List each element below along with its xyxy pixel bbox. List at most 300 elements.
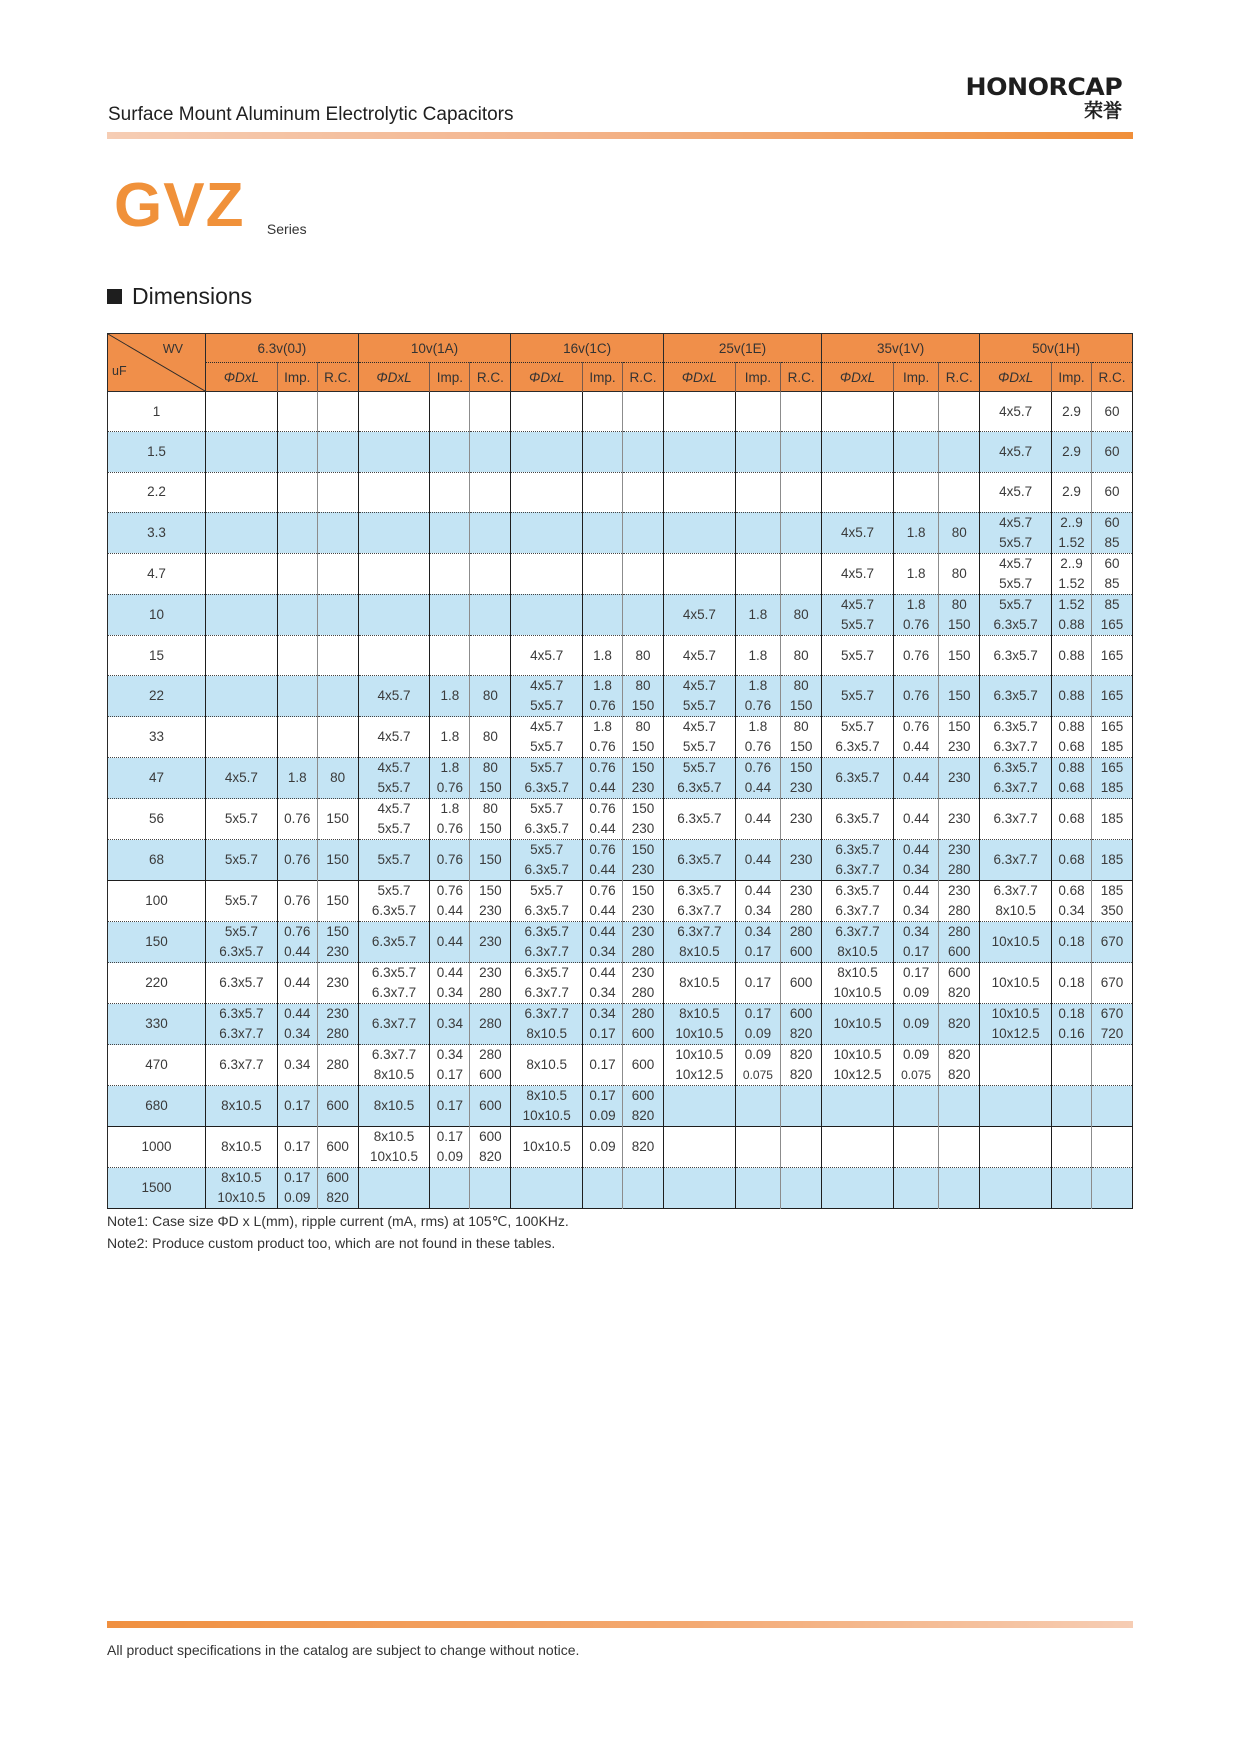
- cell-value: 0.76: [744, 760, 772, 776]
- ripple-current-cell: [781, 512, 822, 553]
- ripple-current-cell: [470, 594, 511, 635]
- cell-value: 0.76: [744, 739, 772, 755]
- impedance-cell: [1052, 432, 1092, 472]
- impedance-cell: [893, 840, 938, 881]
- cell-value: 0.44: [284, 944, 311, 960]
- impedance-cell: [277, 799, 317, 840]
- ripple-current-cell: [781, 635, 822, 675]
- ripple-current-cell: [781, 1004, 822, 1045]
- cell-value: 150: [479, 821, 502, 837]
- cell-value: 280: [948, 862, 971, 878]
- brand-name-cn: 荣誉: [1083, 100, 1122, 122]
- cell-value: 1.8: [748, 606, 768, 622]
- case-size-cell: [358, 392, 430, 432]
- cell-value: 150: [631, 842, 655, 858]
- cell-value: 8x10.5: [526, 1057, 567, 1073]
- cell-value: 10x10.5: [522, 1108, 571, 1124]
- capacitance-cell: 100: [108, 881, 206, 922]
- case-size-cell: [358, 963, 430, 1004]
- ripple-current-cell: [623, 881, 664, 922]
- cell-value: 5x5.7: [530, 698, 564, 714]
- impedance-cell: [583, 799, 623, 840]
- cell-value: 0.34: [1058, 903, 1085, 919]
- ripple-current-cell: [1091, 676, 1132, 717]
- cell-value: 0.34: [436, 1016, 464, 1032]
- case-size-cell: [206, 392, 278, 432]
- cell-value: 5x5.7: [530, 883, 564, 899]
- cell-value: 150: [789, 760, 813, 776]
- ripple-current-header: R.C.: [470, 363, 511, 392]
- table-row: [108, 553, 1133, 594]
- case-size-cell: [511, 594, 583, 635]
- cell-value: 0.76: [284, 811, 311, 827]
- notes: [107, 1210, 569, 1254]
- case-size-cell: [980, 553, 1052, 594]
- table-row: [108, 1127, 1133, 1168]
- cell-value: 185: [1100, 739, 1124, 755]
- cell-value: 0.09: [436, 1149, 464, 1165]
- case-size-cell: [206, 432, 278, 472]
- impedance-cell: [893, 594, 938, 635]
- cell-value: 0.17: [744, 975, 772, 991]
- ripple-current-cell: [1091, 512, 1132, 553]
- cell-value: 0.17: [436, 1067, 464, 1083]
- cell-value: 0.17: [589, 1057, 616, 1073]
- note-2: Note2: Produce custom product too, which are not found in these tables.: [107, 1235, 556, 1251]
- cell-value: 0.34: [902, 862, 930, 878]
- cell-value: 0.34: [436, 985, 464, 1001]
- cell-value: 0.44: [902, 883, 930, 899]
- cell-value: 8x10.5: [679, 944, 720, 960]
- impedance-cell: [1052, 840, 1092, 881]
- ripple-current-header: R.C.: [1091, 363, 1132, 392]
- cell-value: 5x5.7: [377, 780, 411, 796]
- cell-value: 230: [326, 944, 349, 960]
- cell-value: 185: [1100, 852, 1124, 868]
- document-title: Surface Mount Aluminum Electrolytic Capacitors: [108, 104, 514, 125]
- impedance-header: Imp.: [583, 363, 623, 392]
- cell-value: 0.44: [744, 883, 772, 899]
- cell-value: 2.9: [1062, 443, 1081, 459]
- cell-value: 0.16: [1058, 1026, 1085, 1042]
- ripple-current-cell: [623, 553, 664, 594]
- impedance-cell: [735, 512, 780, 553]
- cell-value: 80: [793, 647, 809, 663]
- cell-value: 80: [482, 760, 498, 776]
- cell-value: 0.76: [284, 893, 311, 909]
- cell-value: 6.3x5.7: [371, 965, 417, 981]
- cell-value: 4x5.7: [999, 403, 1033, 419]
- cell-value: 0.18: [1058, 1006, 1085, 1022]
- cell-value: 4x5.7: [682, 719, 716, 735]
- capacitance-cell: 22: [108, 676, 206, 717]
- cell-value: 0.17: [744, 944, 772, 960]
- cell-value: 0.18: [1058, 975, 1085, 991]
- impedance-cell: [735, 922, 780, 963]
- cell-value: 6.3x5.7: [524, 780, 569, 796]
- case-size-cell: [980, 1045, 1052, 1086]
- cell-value: 60: [1104, 484, 1120, 500]
- cell-value: 280: [479, 1047, 502, 1063]
- cell-value: 6.3x5.7: [524, 862, 569, 878]
- case-size-cell: [822, 635, 894, 675]
- cell-value: 0.17: [902, 944, 930, 960]
- case-size-cell: [822, 799, 894, 840]
- case-size-cell: [663, 472, 735, 512]
- ripple-current-cell: [317, 472, 358, 512]
- cell-value: 0.17: [744, 1006, 772, 1022]
- case-size-cell: [822, 472, 894, 512]
- cell-value: 5x5.7: [682, 698, 716, 714]
- cell-value: 4x5.7: [377, 801, 411, 817]
- case-size-cell: [980, 635, 1052, 675]
- capacitance-cell: 3.3: [108, 512, 206, 553]
- ripple-current-cell: [623, 1045, 664, 1086]
- cell-value: 4x5.7: [224, 770, 258, 786]
- cell-value: 0.075: [901, 1068, 932, 1083]
- impedance-cell: [430, 1086, 470, 1127]
- ripple-current-cell: [781, 799, 822, 840]
- ripple-current-cell: [317, 881, 358, 922]
- ripple-current-cell: [317, 1045, 358, 1086]
- cell-value: 280: [789, 903, 813, 919]
- case-size-cell: [206, 1004, 278, 1045]
- cell-value: 8x10.5: [679, 975, 720, 991]
- table-row: [108, 392, 1133, 432]
- impedance-cell: [735, 676, 780, 717]
- cell-value: 4x5.7: [999, 514, 1033, 530]
- cell-value: 0.68: [1058, 811, 1085, 827]
- cell-value: 0.09: [589, 1139, 616, 1155]
- cell-value: 0.34: [902, 924, 930, 940]
- corner-wv-label: WV: [162, 342, 183, 356]
- cell-value: 600: [631, 1057, 655, 1073]
- ripple-current-cell: [1091, 881, 1132, 922]
- cell-value: 8x10.5: [221, 1139, 262, 1155]
- cell-value: 230: [948, 842, 971, 858]
- cell-value: 0.44: [284, 975, 311, 991]
- cell-value: 600: [326, 1170, 349, 1186]
- ripple-current-cell: [939, 717, 980, 758]
- cell-value: 230: [326, 975, 349, 991]
- cell-value: 6.3x5.7: [835, 739, 880, 755]
- cell-value: 1.8: [748, 678, 768, 694]
- cell-value: 0.17: [589, 1088, 616, 1104]
- case-size-cell: [511, 1127, 583, 1168]
- case-size-cell: [511, 840, 583, 881]
- cell-value: 0.34: [284, 1026, 311, 1042]
- cell-value: 150: [631, 801, 655, 817]
- cell-value: 670: [1100, 975, 1124, 991]
- case-size-header: ΦDxL: [822, 363, 894, 392]
- cell-value: 0.76: [589, 883, 616, 899]
- case-size-cell: [206, 553, 278, 594]
- case-size-cell: [206, 635, 278, 675]
- cell-value: 5x5.7: [377, 821, 411, 837]
- ripple-current-cell: [781, 881, 822, 922]
- ripple-current-cell: [470, 1045, 511, 1086]
- cell-value: 820: [948, 985, 971, 1001]
- cell-value: 6.3x7.7: [993, 852, 1038, 868]
- ripple-current-cell: [623, 717, 664, 758]
- cell-value: 280: [631, 985, 655, 1001]
- impedance-cell: [277, 840, 317, 881]
- voltage-header: 6.3v(0J): [206, 334, 359, 363]
- case-size-cell: [663, 1127, 735, 1168]
- cell-value: 1.8: [906, 524, 926, 540]
- cell-value: 820: [789, 1067, 813, 1083]
- cell-value: 5x5.7: [224, 924, 258, 940]
- cell-value: 80: [330, 770, 346, 786]
- ripple-current-cell: [317, 553, 358, 594]
- cell-value: 230: [631, 924, 655, 940]
- cell-value: 820: [631, 1139, 655, 1155]
- impedance-cell: [430, 758, 470, 799]
- cell-value: 80: [635, 719, 651, 735]
- cell-value: 60: [1104, 514, 1120, 530]
- cell-value: 4x5.7: [377, 760, 411, 776]
- cell-value: 80: [635, 678, 651, 694]
- cell-value: 1.8: [593, 647, 612, 663]
- cell-value: 0.44: [902, 770, 930, 786]
- case-size-cell: [980, 1168, 1052, 1209]
- cell-value: 1.52: [1058, 596, 1085, 612]
- impedance-cell: [430, 963, 470, 1004]
- impedance-cell: [1052, 635, 1092, 675]
- ripple-current-cell: [939, 881, 980, 922]
- cell-value: 165: [1100, 688, 1124, 704]
- capacitance-cell: 10: [108, 594, 206, 635]
- case-size-cell: [980, 799, 1052, 840]
- note-1: Note1: Case size ΦD x L(mm), ripple current (mA, rms) at 105℃, 100KHz.: [107, 1213, 569, 1229]
- capacitance-cell: 470: [108, 1045, 206, 1086]
- cell-value: 600: [789, 975, 813, 991]
- case-size-cell: [511, 512, 583, 553]
- impedance-cell: [893, 553, 938, 594]
- ripple-current-cell: [317, 1168, 358, 1209]
- cell-value: 10x10.5: [833, 1047, 882, 1063]
- cell-value: 185: [1100, 780, 1124, 796]
- cell-value: 0.76: [589, 760, 616, 776]
- ripple-current-cell: [623, 512, 664, 553]
- ripple-current-cell: [781, 392, 822, 432]
- capacitance-cell: 1.5: [108, 432, 206, 472]
- cell-value: 6.3x7.7: [677, 924, 722, 940]
- impedance-cell: [583, 1004, 623, 1045]
- brand-logo: [965, 73, 1122, 122]
- cell-value: 6.3x5.7: [524, 903, 569, 919]
- cell-value: 4x5.7: [377, 688, 411, 704]
- impedance-cell: [583, 472, 623, 512]
- case-size-cell: [206, 1168, 278, 1209]
- cell-value: 820: [326, 1190, 349, 1206]
- ripple-current-cell: [1091, 1045, 1132, 1086]
- cell-value: 6.3x5.7: [835, 883, 880, 899]
- cell-value: 80: [482, 688, 498, 704]
- cell-value: 230: [631, 862, 655, 878]
- case-size-cell: [206, 799, 278, 840]
- diagonal-divider-icon: [108, 334, 205, 391]
- cell-value: 10x10.5: [522, 1139, 571, 1155]
- cell-value: 4x5.7: [682, 647, 716, 663]
- cell-value: 5x5.7: [682, 760, 716, 776]
- cell-value: 6.3x7.7: [993, 739, 1038, 755]
- cell-value: 6.3x7.7: [524, 985, 569, 1001]
- cell-value: 1.8: [440, 688, 460, 704]
- cell-value: 85: [1104, 575, 1120, 591]
- table-corner-header: [108, 334, 206, 392]
- cell-value: 5x5.7: [224, 811, 258, 827]
- cell-value: 820: [631, 1108, 655, 1124]
- cell-value: 4x5.7: [530, 647, 564, 663]
- case-size-cell: [358, 1168, 430, 1209]
- cell-value: 1.8: [906, 565, 926, 581]
- capacitance-cell: 680: [108, 1086, 206, 1127]
- cell-value: 0.17: [284, 1170, 311, 1186]
- cell-value: 150: [479, 780, 502, 796]
- cell-value: 0.34: [284, 1057, 311, 1073]
- cell-value: 0.44: [744, 852, 772, 868]
- cell-value: 0.09: [589, 1108, 616, 1124]
- ripple-current-header: R.C.: [781, 363, 822, 392]
- cell-value: 85: [1104, 596, 1120, 612]
- ripple-current-cell: [317, 512, 358, 553]
- cell-value: 80: [951, 524, 967, 540]
- ripple-current-cell: [623, 1168, 664, 1209]
- case-size-header: ΦDxL: [980, 363, 1052, 392]
- cell-value: 6.3x5.7: [371, 934, 417, 950]
- case-size-cell: [980, 512, 1052, 553]
- case-size-cell: [663, 512, 735, 553]
- capacitance-cell: 56: [108, 799, 206, 840]
- cell-value: 230: [789, 811, 813, 827]
- impedance-cell: [430, 392, 470, 432]
- cell-value: 670: [1100, 934, 1124, 950]
- impedance-cell: [735, 1127, 780, 1168]
- case-size-cell: [822, 392, 894, 432]
- cell-value: 5x5.7: [530, 760, 564, 776]
- table-row: [108, 922, 1133, 963]
- cell-value: 820: [789, 1026, 813, 1042]
- ripple-current-cell: [470, 717, 511, 758]
- case-size-cell: [663, 963, 735, 1004]
- cell-value: 0.34: [436, 1047, 464, 1063]
- cell-value: 6.3x5.7: [219, 944, 264, 960]
- cell-value: 0.76: [589, 801, 616, 817]
- cell-value: 600: [326, 1098, 349, 1114]
- cell-value: 185: [1100, 811, 1124, 827]
- cell-value: 0.76: [589, 842, 616, 858]
- cell-value: 5x5.7: [530, 739, 564, 755]
- impedance-cell: [1052, 553, 1092, 594]
- impedance-cell: [1052, 881, 1092, 922]
- ripple-current-cell: [939, 840, 980, 881]
- case-size-cell: [663, 432, 735, 472]
- ripple-current-cell: [781, 758, 822, 799]
- cell-value: 280: [948, 903, 971, 919]
- cell-value: 4x5.7: [377, 729, 411, 745]
- ripple-current-cell: [939, 594, 980, 635]
- impedance-cell: [735, 432, 780, 472]
- cell-value: 0.88: [1058, 719, 1085, 735]
- cell-value: 8x10.5: [526, 1026, 567, 1042]
- impedance-cell: [735, 392, 780, 432]
- ripple-current-cell: [470, 1127, 511, 1168]
- voltage-header: 50v(1H): [980, 334, 1133, 363]
- ripple-current-cell: [317, 799, 358, 840]
- cell-value: 5x5.7: [840, 616, 874, 632]
- impedance-cell: [893, 392, 938, 432]
- impedance-cell: [430, 922, 470, 963]
- table-row: [108, 799, 1133, 840]
- table-row: [108, 594, 1133, 635]
- case-size-cell: [358, 553, 430, 594]
- case-size-cell: [822, 1045, 894, 1086]
- cell-value: 5x5.7: [682, 739, 716, 755]
- cell-value: 600: [631, 1088, 655, 1104]
- case-size-cell: [358, 1127, 430, 1168]
- impedance-header: Imp.: [430, 363, 470, 392]
- cell-value: 1.8: [748, 719, 768, 735]
- cell-value: 0.34: [744, 924, 772, 940]
- capacitance-cell: 15: [108, 635, 206, 675]
- cell-value: 2..9: [1060, 555, 1083, 571]
- cell-value: 4x5.7: [840, 565, 874, 581]
- ripple-current-cell: [781, 553, 822, 594]
- cell-value: 6.3x5.7: [677, 811, 722, 827]
- cell-value: 6.3x5.7: [993, 616, 1038, 632]
- cell-value: 0.09: [902, 985, 930, 1001]
- cell-value: 1.8: [748, 647, 768, 663]
- case-size-cell: [206, 512, 278, 553]
- cell-value: 10x10.5: [991, 1006, 1040, 1022]
- ripple-current-cell: [470, 676, 511, 717]
- case-size-cell: [206, 881, 278, 922]
- case-size-cell: [206, 758, 278, 799]
- case-size-cell: [358, 717, 430, 758]
- cell-value: 6.3x5.7: [677, 883, 722, 899]
- cell-value: 0.44: [589, 965, 616, 981]
- ripple-current-cell: [781, 963, 822, 1004]
- impedance-cell: [583, 717, 623, 758]
- case-size-cell: [980, 758, 1052, 799]
- cell-value: 85: [1104, 534, 1120, 550]
- case-size-cell: [358, 594, 430, 635]
- case-size-cell: [822, 922, 894, 963]
- cell-value: 230: [948, 739, 971, 755]
- impedance-cell: [583, 1045, 623, 1086]
- cell-value: 0.44: [436, 903, 464, 919]
- section-heading: [107, 283, 252, 310]
- impedance-cell: [735, 799, 780, 840]
- cell-value: 280: [789, 924, 813, 940]
- cell-value: 80: [482, 801, 498, 817]
- cell-value: 0.76: [902, 719, 930, 735]
- case-size-cell: [358, 512, 430, 553]
- cell-value: 6.3x5.7: [993, 719, 1038, 735]
- cell-value: 0.09: [284, 1190, 311, 1206]
- ripple-current-cell: [1091, 594, 1132, 635]
- cell-value: 0.76: [284, 852, 311, 868]
- impedance-cell: [893, 676, 938, 717]
- ripple-current-cell: [1091, 963, 1132, 1004]
- impedance-cell: [1052, 1045, 1092, 1086]
- ripple-current-cell: [781, 840, 822, 881]
- impedance-cell: [735, 717, 780, 758]
- cell-value: 5x5.7: [840, 647, 874, 663]
- cell-value: 0.44: [902, 811, 930, 827]
- cell-value: 0.76: [902, 616, 930, 632]
